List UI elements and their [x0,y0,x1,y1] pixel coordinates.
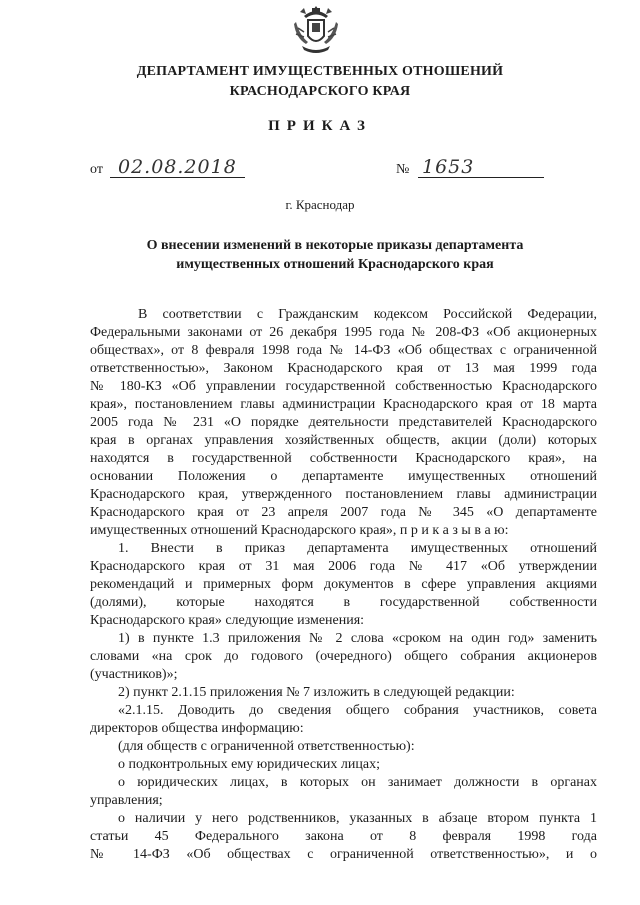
body-line: о юридических лицах, в которых он занимает должности в органах [118,775,597,790]
body-line: директоров общества информацию: [90,721,304,736]
body-line: находятся в государственной собственности Краснодарского края», на [90,451,597,466]
number-label: № [396,162,410,177]
body-line: словами «на срок до годового (очередного) общего собрания акционеров [90,649,597,664]
city: г. Краснодар [285,197,355,212]
body-line: края в органах управления хозяйственных обществ, акции (доли) которых [90,433,597,448]
department-name-line2: КРАСНОДАРСКОГО КРАЯ [229,84,411,99]
body-line: Краснодарского края» следующие изменения: [90,613,365,628]
body-line: Краснодарского края, утвержденного постановлением главы администрации [90,487,597,502]
document-type: ПРИКАЗ [268,118,372,134]
body-line: Краснодарского края от 31 мая 2006 года № 417 «Об утверждении [90,559,597,574]
subject-title [110,236,560,274]
body-line: рекомендаций и примерных форм документов в сфере управления акциями [90,577,597,592]
department-name-line1: ДЕПАРТАМЕНТ ИМУЩЕСТВЕННЫХ ОТНОШЕНИЙ [136,64,504,79]
body-line: о подконтрольных ему юридических лицах; [118,757,380,772]
body-line: (для обществ с ограниченной ответственностью): [118,739,415,754]
body-line: о наличии у него родственников, указанных в абзаце втором пункта 1 [118,811,597,826]
date-label: от [90,162,103,177]
subject-line: имущественных отношений Краснодарского края [176,257,494,272]
body-line: ответственностью», Законом Краснодарского края от 13 мая 1999 года [90,361,597,376]
body-line: 1. Внести в приказ департамента имущественных отношений [118,541,597,556]
body-line: (участников)»; [90,667,178,682]
body-line: управления; [90,793,163,808]
body-line: В соответствии с Гражданским кодексом Российской Федерации, [138,307,597,322]
body-line: Федеральными законами от 26 декабря 1995 года № 208-ФЗ «Об акционерных [90,325,597,340]
body-line: № 180-КЗ «Об управлении государственной собственностью Краснодарского [90,379,597,394]
body-line: «2.1.15. Доводить до сведения общего собрания участников, совета [118,703,597,718]
date-value: 02.08.2018 [118,156,237,178]
body-line: обществах», от 8 февраля 1998 года № 14-ФЗ «Об обществах с ограниченной [90,343,597,358]
body-line: основании Положения о департаменте имущественных отношений [90,469,597,484]
body-line: края», постановлением главы администрации Краснодарского края от 18 марта [90,397,597,412]
body-line: (долями), которые находятся в государственной собственности [90,595,597,610]
body-line: Краснодарского края от 23 апреля 2007 года № 345 «О департаменте [90,505,597,520]
coat-of-arms-emblem [292,6,340,56]
body-line: статьи 45 Федерального закона от 8 февраля 1998 года [90,829,597,844]
body-line: 2) пункт 2.1.15 приложения № 7 изложить в следующей редакции: [118,685,515,700]
body-line: имущественных отношений Краснодарского края», п р и к а з ы в а ю: [90,523,509,538]
body-line: 2005 года № 231 «О порядке деятельности представителей Краснодарского [90,415,597,430]
number-value: 1653 [422,156,475,178]
subject-line: О внесении изменений в некоторые приказы департамента [146,238,524,253]
body-line: № 14-ФЗ «Об обществах с ограниченной ответственностью», и о [90,847,597,862]
body-line: 1) в пункте 1.3 приложения № 2 слова «сроком на один год» заменить [118,631,597,646]
